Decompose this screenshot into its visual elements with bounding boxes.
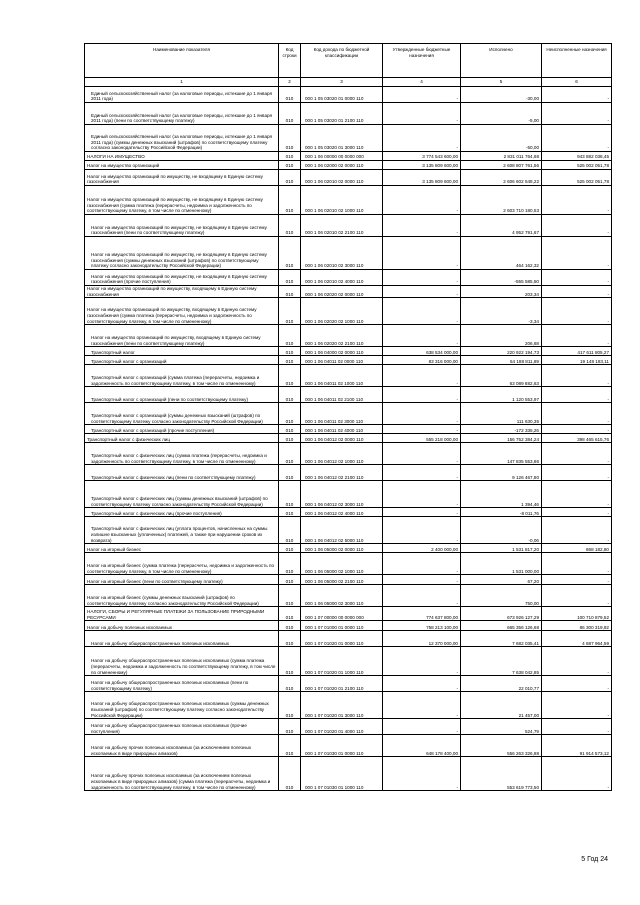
line-code-cell: 010 [279, 434, 301, 443]
remaining-cell: - [542, 87, 612, 103]
indicator-name-cell: Налог на добычу общераспространенных полезных ископаемых (прочие поступления) [85, 719, 279, 735]
line-code-cell: 010 [279, 481, 301, 508]
line-code-cell: 010 [279, 544, 301, 553]
table-header-row [85, 44, 612, 78]
executed-cell: 524,79 [461, 719, 542, 735]
indicator-name-cell: Транспортный налог с организаций [85, 356, 279, 365]
line-code-cell: 010 [279, 443, 301, 465]
executed-cell: 203,34 [461, 286, 542, 298]
report-sheet [84, 43, 611, 791]
executed-cell: 220 922 194,73 [461, 347, 542, 356]
approved-cell: 648 178 400,00 [383, 735, 461, 757]
table-row [85, 298, 612, 325]
income-code-cell: 000 1 06 04012 02 5000 110 [301, 517, 383, 544]
line-code-cell: 010 [279, 298, 301, 325]
page-number: 5 Год 24 [581, 856, 608, 863]
table-row [85, 365, 612, 387]
header-executed: Исполнено [461, 44, 542, 78]
remaining-cell: - [542, 270, 612, 286]
executed-cell: 206,68 [461, 325, 542, 347]
line-code-cell: 010 [279, 170, 301, 186]
table-row [85, 719, 612, 735]
line-code-cell: 010 [279, 465, 301, 481]
table-row [85, 621, 612, 631]
executed-cell: -50,00 [461, 125, 542, 152]
income-code-cell: 000 1 06 04012 02 2100 110 [301, 465, 383, 481]
table-row [85, 186, 612, 215]
remaining-cell: 86 300 319,92 [542, 621, 612, 631]
executed-cell: 9 126 467,80 [461, 465, 542, 481]
indicator-name-cell: Налог на имущество организаций по имуществу, не входящему в Единую систему газоснабжения (сумма платежа (перерасчеты, недоимка и задолженность по соответствующему платежу, в том числе по отмененному) [85, 186, 279, 215]
table-row [85, 585, 612, 607]
approved-cell: - [383, 647, 461, 676]
table-row [85, 161, 612, 170]
executed-cell: 2 606 602 548,22 [461, 170, 542, 186]
income-code-cell: 000 1 06 00000 00 0000 000 [301, 152, 383, 161]
table-row [85, 270, 612, 286]
indicator-name-cell: Налог на имущество организаций по имуществу, не входящему в Единую систему газоснабжения (суммы денежных взысканий (штрафов) по соответствующему платежу согласно законодательству Российской Федерации) [85, 237, 279, 270]
income-code-cell: 000 1 06 04011 02 3000 110 [301, 403, 383, 425]
income-code-cell: 000 1 07 01000 01 0000 110 [301, 621, 383, 631]
income-code-cell: 000 1 06 04012 02 4000 110 [301, 508, 383, 517]
executed-cell: 464 162,32 [461, 237, 542, 270]
executed-cell: 2 608 807 761,56 [461, 161, 542, 170]
approved-cell: - [383, 508, 461, 517]
line-code-cell: 010 [279, 757, 301, 791]
indicator-name-cell: Транспортный налог с организаций (сумма платежа (перерасчеты, недоимка и задолженность по соответствующему платежу, в том числе по отмененному) [85, 365, 279, 387]
approved-cell: 758 213 100,00 [383, 621, 461, 631]
approved-cell: - [383, 443, 461, 465]
approved-cell: 12 370 000,00 [383, 631, 461, 647]
line-code-cell: 010 [279, 186, 301, 215]
income-code-cell: 000 1 07 01020 01 0000 110 [301, 631, 383, 647]
remaining-cell: - [542, 125, 612, 152]
approved-cell: 3 135 809 600,00 [383, 161, 461, 170]
indicator-name-cell: Налог на добычу общераспространенных полезных ископаемых (сумма платежа (перерасчеты, недоимка и задолженность по соответствующему платежу, в том числе по отмененному) [85, 647, 279, 676]
remaining-cell: - [542, 719, 612, 735]
line-code-cell: 010 [279, 365, 301, 387]
approved-cell: - [383, 87, 461, 103]
line-code-cell: 010 [279, 161, 301, 170]
table-body [85, 87, 612, 791]
remaining-cell: - [542, 403, 612, 425]
table-row [85, 544, 612, 553]
indicator-name-cell: Налог на добычу общераспространенных полезных ископаемых [85, 631, 279, 647]
table-row [85, 387, 612, 403]
approved-cell: - [383, 481, 461, 508]
executed-cell: -30,00 [461, 87, 542, 103]
income-code-cell: 000 1 06 04011 02 1000 110 [301, 365, 383, 387]
table-row [85, 517, 612, 544]
indicator-name-cell: Единый сельскохозяйственный налог (за налоговые периоды, истекшие до 1 января 2011 года) (пени по соответствующему платежу) [85, 103, 279, 125]
table-row [85, 237, 612, 270]
income-code-cell: 000 1 06 02010 02 3000 110 [301, 237, 383, 270]
line-code-cell: 010 [279, 152, 301, 161]
approved-cell: - [383, 676, 461, 692]
income-code-cell: 000 1 06 02010 02 0000 110 [301, 170, 383, 186]
approved-cell: - [383, 425, 461, 434]
column-number: 2 [279, 78, 301, 87]
executed-cell: 673 926 127,29 [461, 607, 542, 621]
approved-cell: - [383, 215, 461, 237]
approved-cell: - [383, 103, 461, 125]
income-code-cell: 000 1 06 02000 02 0000 110 [301, 161, 383, 170]
income-code-cell: 000 1 06 04012 02 3000 110 [301, 481, 383, 508]
executed-cell: 111 630,35 [461, 403, 542, 425]
approved-cell: - [383, 465, 461, 481]
approved-cell: - [383, 719, 461, 735]
executed-cell: -3,34 [461, 298, 542, 325]
indicator-name-cell: Налог на добычу прочих полезных ископаемых (за исключением полезных ископаемых в виде природных алмазов) [85, 735, 279, 757]
indicator-name-cell: Налог на имущество организаций по имуществу, не входящему в Единую систему газоснабжения (пени по соответствующему платежу) [85, 215, 279, 237]
executed-cell: 21 457,00 [461, 692, 542, 719]
indicator-name-cell: Налог на имущество организаций по имуществу, входящему в Единую систему газоснабжения (пени по соответствующему платежу) [85, 325, 279, 347]
line-code-cell: 010 [279, 631, 301, 647]
approved-cell: - [383, 517, 461, 544]
indicator-name-cell: Транспортный налог с организаций (пени по соответствующему платежу) [85, 387, 279, 403]
indicator-name-cell: Налог на добычу полезных ископаемых [85, 621, 279, 631]
remaining-cell: 525 002 051,78 [542, 161, 612, 170]
line-code-cell: 010 [279, 575, 301, 585]
indicator-name-cell: Налог на игорный бизнес [85, 544, 279, 553]
line-code-cell: 010 [279, 103, 301, 125]
line-code-cell: 010 [279, 735, 301, 757]
approved-cell: - [383, 286, 461, 298]
executed-cell: 2 603 710 180,53 [461, 186, 542, 215]
remaining-cell: 525 002 051,78 [542, 170, 612, 186]
income-code-cell: 000 1 06 02020 02 2100 110 [301, 325, 383, 347]
income-code-cell: 000 1 06 04012 02 1000 110 [301, 443, 383, 465]
approved-cell: - [383, 298, 461, 325]
income-code-cell: 000 1 05 03020 01 0000 110 [301, 87, 383, 103]
income-code-cell: 000 1 06 02020 02 1000 110 [301, 298, 383, 325]
executed-cell: 147 835 553,86 [461, 443, 542, 465]
remaining-cell: 19 148 183,11 [542, 356, 612, 365]
approved-cell: - [383, 270, 461, 286]
indicator-name-cell: Транспортный налог с физических лиц (пени по соответствующему платежу) [85, 465, 279, 481]
executed-cell: 553 619 773,50 [461, 757, 542, 791]
executed-cell: 1 531 000,00 [461, 553, 542, 575]
remaining-cell: - [542, 365, 612, 387]
executed-cell: 1 531 817,20 [461, 544, 542, 553]
remaining-cell: - [542, 103, 612, 125]
remaining-cell: - [542, 325, 612, 347]
executed-cell: -555 585,50 [461, 270, 542, 286]
remaining-cell: 91 914 573,12 [542, 735, 612, 757]
indicator-name-cell: Налог на имущество организаций по имуществу, не входящему в Единую систему газоснабжения [85, 170, 279, 186]
approved-cell: 555 218 000,00 [383, 434, 461, 443]
approved-cell: - [383, 387, 461, 403]
remaining-cell: - [542, 298, 612, 325]
approved-cell: 83 316 000,00 [383, 356, 461, 365]
approved-cell: - [383, 237, 461, 270]
remaining-cell: 398 465 615,76 [542, 434, 612, 443]
line-code-cell: 010 [279, 387, 301, 403]
remaining-cell: - [542, 481, 612, 508]
approved-cell: 3 774 543 600,00 [383, 152, 461, 161]
executed-cell: 7 638 042,85 [461, 647, 542, 676]
remaining-cell: - [542, 647, 612, 676]
income-code-cell: 000 1 06 02010 02 2100 110 [301, 215, 383, 237]
executed-cell: 4 952 791,67 [461, 215, 542, 237]
executed-cell: 7 682 035,41 [461, 631, 542, 647]
approved-cell: - [383, 757, 461, 791]
executed-cell: 665 356 126,68 [461, 621, 542, 631]
column-number: 5 [461, 78, 542, 87]
table-row [85, 631, 612, 647]
remaining-cell: - [542, 575, 612, 585]
line-code-cell: 010 [279, 425, 301, 434]
table-row [85, 286, 612, 298]
line-code-cell: 010 [279, 719, 301, 735]
indicator-name-cell: Транспортный налог с организаций (суммы денежных взысканий (штрафов) по соответствующему платежу согласно законодательству Российской Федерации) [85, 403, 279, 425]
header-indicator-name: Наименование показателя [85, 44, 279, 78]
executed-cell: 1 120 553,97 [461, 387, 542, 403]
approved-cell: - [383, 365, 461, 387]
approved-cell: - [383, 575, 461, 585]
table-row [85, 170, 612, 186]
indicator-name-cell: Налог на добычу общераспространенных полезных ископаемых (суммы денежных взысканий (штрафов) по соответствующему платежу согласно законодательству Российской Федерации) [85, 692, 279, 719]
remaining-cell: - [542, 237, 612, 270]
table-row [85, 152, 612, 161]
approved-cell: - [383, 692, 461, 719]
remaining-cell: - [542, 757, 612, 791]
executed-cell: -172 335,26 [461, 425, 542, 434]
indicator-name-cell: Транспортный налог с физических лиц (сумма платежа (перерасчеты, недоимка и задолженность по соответствующему платежу, в том числе по отмененному) [85, 443, 279, 465]
executed-cell: -8 011,76 [461, 508, 542, 517]
indicator-name-cell: НАЛОГИ, СБОРЫ И РЕГУЛЯРНЫЕ ПЛАТЕЖИ ЗА ПОЛЬЗОВАНИЕ ПРИРОДНЫМИ РЕСУРСАМИ [85, 607, 279, 621]
line-code-cell: 010 [279, 553, 301, 575]
indicator-name-cell: Налог на игорный бизнес (сумма платежа (перерасчеты, недоимка и задолженность по соответствующему платежу, в том числе по отмененному) [85, 553, 279, 575]
header-line-code: Код строки [279, 44, 301, 78]
income-code-cell: 000 1 06 04000 02 0000 110 [301, 347, 383, 356]
column-number: 3 [301, 78, 383, 87]
approved-cell: - [383, 186, 461, 215]
column-number-row [85, 78, 612, 87]
table-row [85, 425, 612, 434]
income-code-cell: 000 1 06 04011 02 0000 110 [301, 356, 383, 365]
remaining-cell: 417 611 805,27 [542, 347, 612, 356]
approved-cell: 3 135 809 600,00 [383, 170, 461, 186]
indicator-name-cell: Налог на имущество организаций [85, 161, 279, 170]
approved-cell: 638 534 000,00 [383, 347, 461, 356]
table-row [85, 87, 612, 103]
indicator-name-cell: Транспортный налог с физических лиц (прочие поступления) [85, 508, 279, 517]
table-row [85, 481, 612, 508]
approved-cell: - [383, 125, 461, 152]
approved-cell: - [383, 325, 461, 347]
table-row [85, 575, 612, 585]
line-code-cell: 010 [279, 647, 301, 676]
income-code-cell: 000 1 05 03020 01 2100 110 [301, 103, 383, 125]
line-code-cell: 010 [279, 325, 301, 347]
table-row [85, 443, 612, 465]
table-row [85, 735, 612, 757]
line-code-cell: 010 [279, 347, 301, 356]
income-code-cell: 000 1 06 05000 02 3000 110 [301, 585, 383, 607]
indicator-name-cell: Единый сельскохозяйственный налог (за налоговые периоды, истекшие до 1 января 2011 года) (суммы денежных взысканий (штрафов) по соответствующему платежу согласно законодательству Российской Федерации) [85, 125, 279, 152]
indicator-name-cell: Транспортный налог с организаций (прочие поступления) [85, 425, 279, 434]
table-row [85, 647, 612, 676]
table-row [85, 125, 612, 152]
income-code-cell: 000 1 06 05000 02 0000 110 [301, 544, 383, 553]
table-row [85, 676, 612, 692]
line-code-cell: 010 [279, 270, 301, 286]
remaining-cell: 100 710 879,52 [542, 607, 612, 621]
executed-cell: 64 188 811,89 [461, 356, 542, 365]
income-table [84, 43, 612, 791]
header-approved: Утвержденные бюджетные назначения [383, 44, 461, 78]
executed-cell: 156 752 384,24 [461, 434, 542, 443]
remaining-cell: - [542, 692, 612, 719]
remaining-cell: - [542, 508, 612, 517]
remaining-cell: - [542, 425, 612, 434]
executed-cell: -5,00 [461, 103, 542, 125]
line-code-cell: 010 [279, 585, 301, 607]
indicator-name-cell: Транспортный налог с физических лиц (уплата процентов, начисленных на суммы излишне взысканных (уплаченных) платежей, а также при нарушении сроков их возврата) [85, 517, 279, 544]
executed-cell: 2 831 011 764,68 [461, 152, 542, 161]
line-code-cell: 010 [279, 403, 301, 425]
income-code-cell: 000 1 05 03020 01 3000 110 [301, 125, 383, 152]
line-code-cell: 010 [279, 286, 301, 298]
table-row [85, 757, 612, 791]
table-row [85, 215, 612, 237]
table-row [85, 103, 612, 125]
indicator-name-cell: Налог на имущество организаций по имуществу, входящему в Единую систему газоснабжения [85, 286, 279, 298]
income-code-cell: 000 1 07 01020 01 1000 110 [301, 647, 383, 676]
table-row [85, 325, 612, 347]
income-code-cell: 000 1 07 01030 01 1000 110 [301, 757, 383, 791]
approved-cell: - [383, 585, 461, 607]
table-row [85, 553, 612, 575]
line-code-cell: 010 [279, 237, 301, 270]
line-code-cell: 010 [279, 676, 301, 692]
indicator-name-cell: Налог на имущество организаций по имуществу, входящему в Единую систему газоснабжения (сумма платежа (перерасчеты, недоимка и задолженность по соответствующему платежу, в том числе по отмененному) [85, 298, 279, 325]
income-code-cell: 000 1 06 05000 02 1000 110 [301, 553, 383, 575]
income-code-cell: 000 1 07 01030 01 0000 110 [301, 735, 383, 757]
remaining-cell: 4 687 964,59 [542, 631, 612, 647]
income-code-cell: 000 1 06 05000 02 2100 110 [301, 575, 383, 585]
income-code-cell: 000 1 06 02010 02 4000 110 [301, 270, 383, 286]
income-code-cell: 000 1 07 01020 01 3000 110 [301, 692, 383, 719]
approved-cell: 774 637 800,00 [383, 607, 461, 621]
executed-cell: 750,00 [461, 585, 542, 607]
executed-cell: 67,20 [461, 575, 542, 585]
indicator-name-cell: Транспортный налог с физических лиц [85, 434, 279, 443]
line-code-cell: 010 [279, 87, 301, 103]
indicator-name-cell: Налог на игорный бизнес (пени по соответствующему платежу) [85, 575, 279, 585]
income-code-cell: 000 1 06 02010 02 1000 110 [301, 186, 383, 215]
remaining-cell: - [542, 465, 612, 481]
table-row [85, 692, 612, 719]
table-row [85, 403, 612, 425]
line-code-cell: 010 [279, 356, 301, 365]
header-income-code: Код дохода по бюджетной классификации [301, 44, 383, 78]
table-row [85, 434, 612, 443]
income-code-cell: 000 1 06 02020 02 0000 110 [301, 286, 383, 298]
line-code-cell: 010 [279, 508, 301, 517]
indicator-name-cell: Налог на добычу прочих полезных ископаемых (за исключением полезных ископаемых в виде природных алмазов) (сумма платежа (перерасчеты, недоимка и задолженность по соответствующему платежу, в том числе по отмененному) [85, 757, 279, 791]
remaining-cell: - [542, 443, 612, 465]
executed-cell: 1 394,46 [461, 481, 542, 508]
line-code-cell: 010 [279, 125, 301, 152]
table-row [85, 508, 612, 517]
approved-cell: - [383, 403, 461, 425]
indicator-name-cell: Транспортный налог [85, 347, 279, 356]
table-row [85, 347, 612, 356]
remaining-cell: 943 882 038,45 [542, 152, 612, 161]
remaining-cell: - [542, 186, 612, 215]
indicator-name-cell: Налог на добычу общераспространенных полезных ископаемых (пени по соответствующему платежу) [85, 676, 279, 692]
line-code-cell: 010 [279, 692, 301, 719]
income-code-cell: 000 1 07 00000 00 0000 000 [301, 607, 383, 621]
remaining-cell: - [542, 215, 612, 237]
table-row [85, 607, 612, 621]
line-code-cell: 010 [279, 607, 301, 621]
remaining-cell: 868 182,80 [542, 544, 612, 553]
income-code-cell: 000 1 06 04011 02 2100 110 [301, 387, 383, 403]
indicator-name-cell: НАЛОГИ НА ИМУЩЕСТВО [85, 152, 279, 161]
remaining-cell: - [542, 585, 612, 607]
approved-cell: - [383, 553, 461, 575]
indicator-name-cell: Транспортный налог с физических лиц (суммы денежных взысканий (штрафов) по соответствующему платежу согласно законодательству Российской Федерации) [85, 481, 279, 508]
executed-cell: 22 010,77 [461, 676, 542, 692]
table-row [85, 356, 612, 365]
line-code-cell: 010 [279, 517, 301, 544]
remaining-cell: - [542, 517, 612, 544]
income-code-cell: 000 1 07 01020 01 2100 110 [301, 676, 383, 692]
approved-cell: 2 400 000,00 [383, 544, 461, 553]
remaining-cell: - [542, 387, 612, 403]
executed-cell: 63 089 882,63 [461, 365, 542, 387]
remaining-cell: - [542, 286, 612, 298]
executed-cell: -0,06 [461, 517, 542, 544]
income-code-cell: 000 1 06 04011 02 4000 110 [301, 425, 383, 434]
indicator-name-cell: Налог на имущество организаций по имуществу, не входящему в Единую систему газоснабжения (прочие поступления) [85, 270, 279, 286]
header-remaining: Неисполненные назначения [542, 44, 612, 78]
table-row [85, 465, 612, 481]
column-number: 1 [85, 78, 279, 87]
income-code-cell: 000 1 07 01020 01 4000 110 [301, 719, 383, 735]
column-number: 6 [542, 78, 612, 87]
line-code-cell: 010 [279, 621, 301, 631]
income-code-cell: 000 1 06 04012 02 0000 110 [301, 434, 383, 443]
executed-cell: 556 263 326,88 [461, 735, 542, 757]
indicator-name-cell: Единый сельскохозяйственный налог (за налоговые периоды, истекшие до 1 января 2011 года) [85, 87, 279, 103]
column-number: 4 [383, 78, 461, 87]
indicator-name-cell: Налог на игорный бизнес (суммы денежных взысканий (штрафов) по соответствующему платежу согласно законодательству Российской Федерации) [85, 585, 279, 607]
remaining-cell: - [542, 676, 612, 692]
remaining-cell: - [542, 553, 612, 575]
line-code-cell: 010 [279, 215, 301, 237]
